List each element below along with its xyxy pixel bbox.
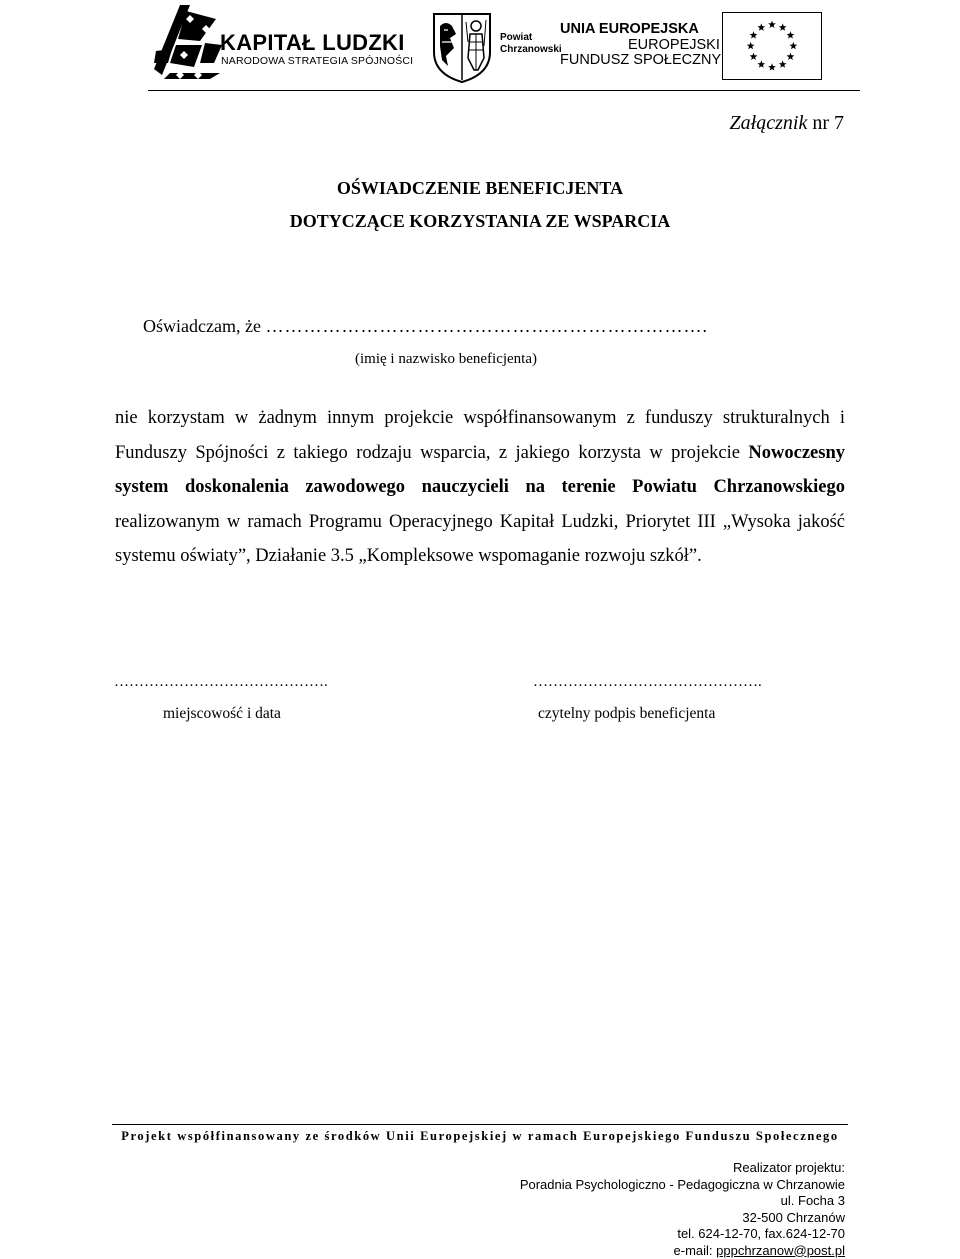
phone-fax: tel. 624-12-70, fax.624-12-70: [520, 1226, 845, 1243]
eu-star-icon: [747, 42, 755, 49]
declare-prefix: Oświadczam, że: [143, 316, 261, 336]
declaration-paragraph: [115, 401, 845, 574]
powiat-label: [500, 32, 562, 56]
kapital-ludzki-logo-icon: [150, 5, 225, 83]
attachment-word: Załącznik: [730, 112, 808, 134]
powiat-line1: Powiat: [500, 32, 562, 44]
eu-star-icon: [757, 23, 765, 30]
attachment-label: [730, 112, 844, 135]
email-link[interactable]: pppchrzanow@post.pl: [716, 1243, 845, 1258]
eu-star-icon: [750, 53, 758, 60]
document-title: OŚWIADCZENIE BENEFICJENTA: [0, 178, 960, 199]
eu-line2: EUROPEJSKI: [560, 38, 721, 54]
paragraph-part2: realizowanym w ramach Programu Operacyjnego Kapitał Ludzki, Priorytet III „Wysoka jakość systemu oświaty”, Działanie 3.5 „Kompleksowe wspomaganie rozwoju szkół”.: [115, 512, 845, 567]
place-date-blank: …………………………………….: [114, 674, 328, 691]
name-caption: (imię i nazwisko beneficjenta): [355, 351, 537, 368]
paragraph-part1: nie korzystam w żadnym innym projekcie współfinansowanym z funduszy strukturalnych i Funduszy Spójności z takiego rodzaju wsparcia, z jakiego korzysta w projekcie: [115, 408, 845, 463]
kapital-ludzki-subtitle: NARODOWA STRATEGIA SPÓJNOŚCI: [221, 55, 413, 67]
signature-caption: czytelny podpis beneficjenta: [538, 705, 715, 723]
declaration-line: [143, 316, 708, 337]
cofinancing-note: Projekt współfinansowany ze środków Unii Europejskiej w ramach Europejskiego Funduszu Społecznego: [0, 1129, 960, 1144]
kapital-ludzki-title: KAPITAŁ LUDZKI: [220, 30, 405, 56]
eu-label: [560, 22, 721, 69]
eu-line1: UNIA EUROPEJSKA: [560, 22, 721, 38]
eu-star-icon: [789, 42, 797, 49]
place-date-caption: miejscowość i data: [163, 705, 281, 723]
footer-divider: [112, 1124, 848, 1125]
eu-star-icon: [779, 23, 787, 30]
eu-star-icon: [768, 21, 776, 28]
eu-flag-icon: [722, 12, 822, 80]
letterhead: [0, 0, 960, 95]
street-address: ul. Focha 3: [520, 1193, 845, 1210]
contact-block: [520, 1160, 845, 1259]
document-subtitle: DOTYCZĄCE KORZYSTANIA ZE WSPARCIA: [0, 211, 960, 232]
attachment-number: nr 7: [812, 112, 844, 134]
header-divider: [148, 90, 860, 91]
realizator-label: Realizator projektu:: [520, 1160, 845, 1177]
email-line: [520, 1243, 845, 1259]
eu-star-icon: [787, 31, 795, 38]
project-name: Nowoczesny system doskonalenia zawodowego nauczycieli na terenie Powiatu Chrzanowskiego: [115, 443, 845, 498]
eu-star-icon: [768, 63, 776, 70]
eu-star-icon: [750, 31, 758, 38]
city-address: 32-500 Chrzanów: [520, 1210, 845, 1227]
eu-star-icon: [757, 60, 765, 67]
eu-line3: FUNDUSZ SPOŁECZNY: [560, 53, 721, 69]
coat-of-arms-icon: [432, 12, 492, 84]
organization-name: Poradnia Psychologiczno - Pedagogiczna w Chrzanowie: [520, 1177, 845, 1194]
email-label: e-mail:: [674, 1243, 713, 1258]
eu-star-icon: [787, 53, 795, 60]
signature-blank: ……………………………………….: [533, 674, 762, 691]
eu-star-icon: [779, 60, 787, 67]
name-blank: …………………………………………………………….: [265, 316, 708, 336]
powiat-line2: Chrzanowski: [500, 44, 562, 56]
